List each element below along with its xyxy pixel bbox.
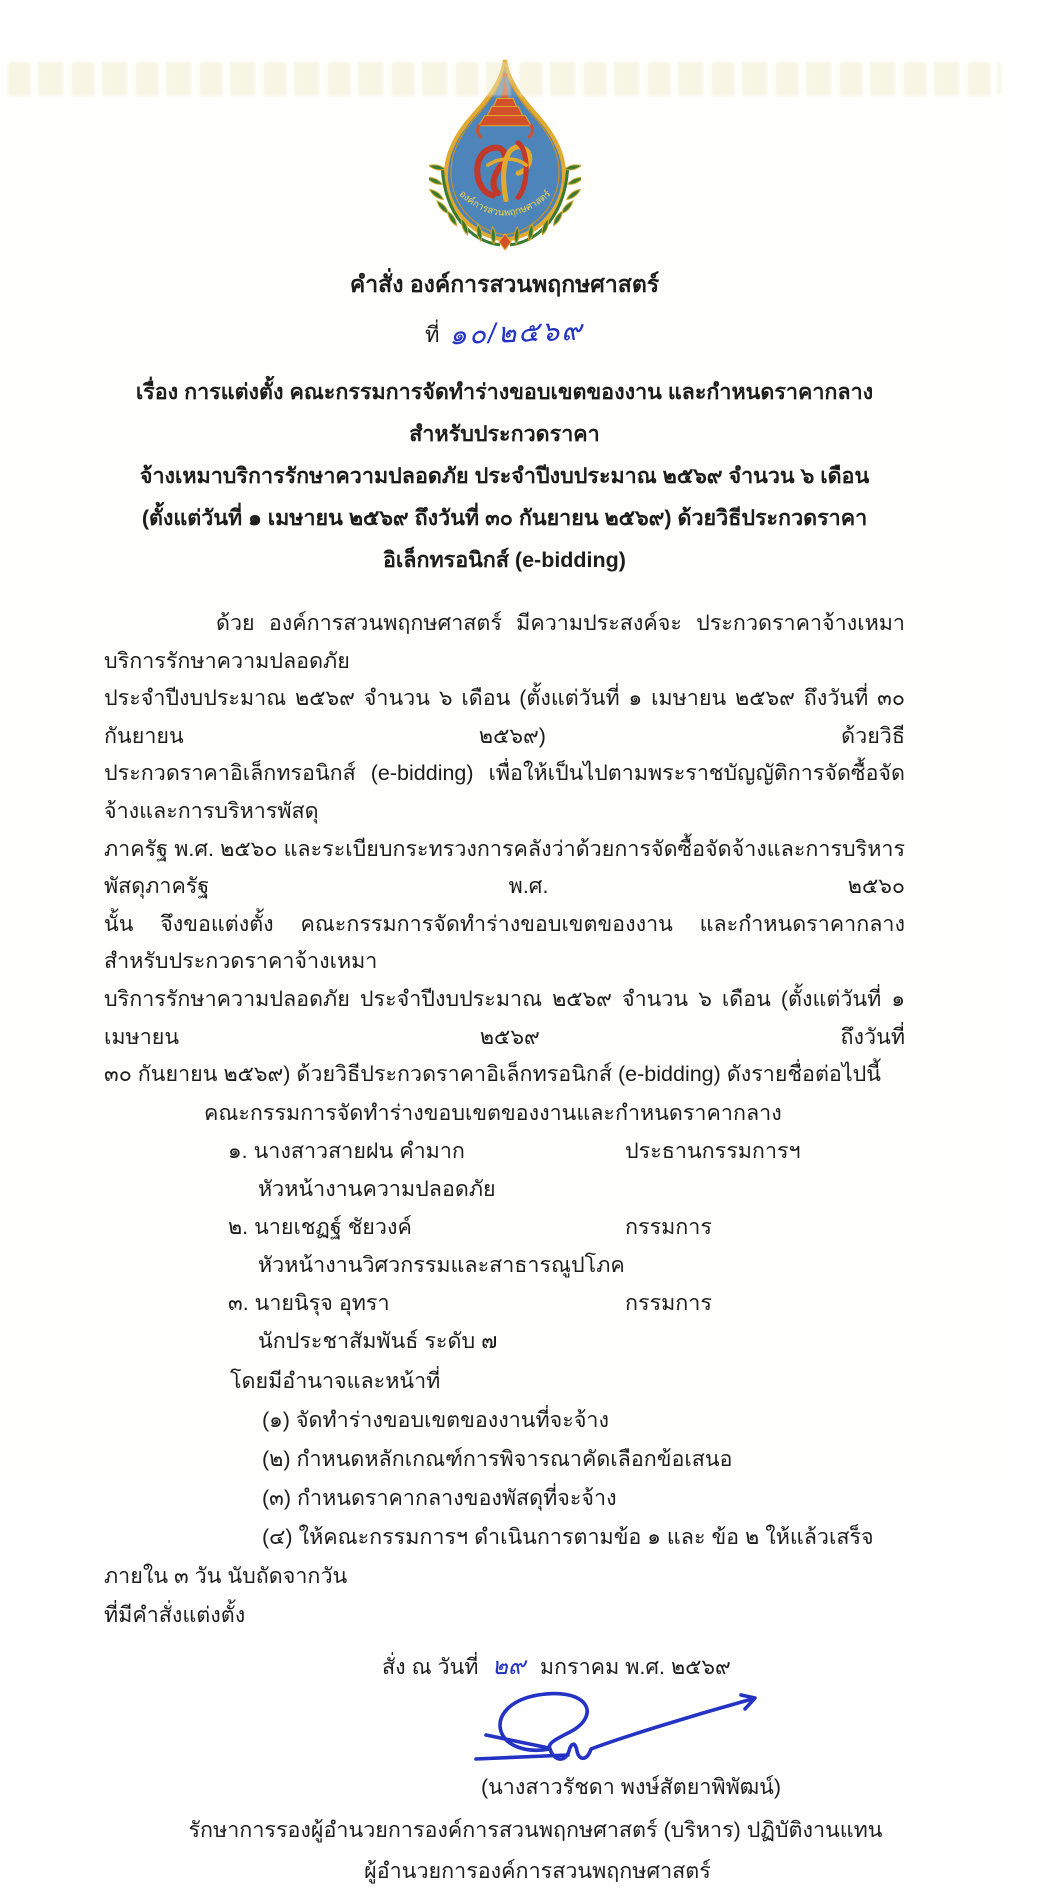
- issued-month-year: มกราคม พ.ศ. ๒๕๖๙: [539, 1654, 731, 1679]
- member-role: กรรมการ: [625, 1290, 712, 1315]
- committee-member-row: [228, 1132, 905, 1170]
- emblem-org-name: องค์การสวนพฤกษศาสตร์: [456, 188, 553, 219]
- subject-line: เรื่อง การแต่งตั้ง คณะกรรมการจัดทำร่างขอบเขตของงาน และกำหนดราคากลาง สำหรับประกวดราคา: [135, 380, 874, 446]
- document-title: คำสั่ง องค์การสวนพฤกษศาสตร์: [349, 271, 660, 297]
- member-name: ๒. นายเชฏฐ์ ชัยวงค์: [228, 1214, 412, 1239]
- duty-item: (๓) กำหนดราคากลางของพัสดุที่จะจ้าง: [262, 1485, 617, 1510]
- issued-date-line: [382, 1647, 1009, 1687]
- duties-heading: โดยมีอำนาจและหน้าที่: [230, 1368, 441, 1393]
- body-line: ประกวดราคาอิเล็กทรอนิกส์ (e-bidding) เพื่อให้เป็นไปตามพระราชบัญญัติการจัดซื้อจัดจ้างและการบริหารพัสดุ: [104, 761, 905, 823]
- member-position: หัวหน้างานความปลอดภัย: [258, 1176, 496, 1201]
- duty-item: (๑) จัดทำร่างขอบเขตของงานที่จะจ้าง: [262, 1407, 609, 1432]
- body-paragraph: [104, 605, 905, 1094]
- committee-member-row: [228, 1284, 905, 1322]
- member-name: ๑. นางสาวสายฝน คำมาก: [228, 1138, 465, 1163]
- issued-prefix: สั่ง ณ วันที่: [382, 1654, 479, 1679]
- body-line: ภาครัฐ พ.ศ. ๒๕๖๐ และระเบียบกระทรวงการคลังว่าด้วยการจัดซื้อจัดจ้างและการบริหารพัสดุภาครัฐ พ.ศ. ๒๕๖๐: [104, 836, 905, 899]
- document-page: [0, 56, 1009, 1883]
- number-prefix: ที่: [424, 322, 440, 347]
- duty-item: (๒) กำหนดหลักเกณฑ์การพิจารณาคัดเลือกข้อเสนอ: [262, 1446, 733, 1471]
- subject-line: จ้างเหมาบริการรักษาความปลอดภัย ประจำปีงบประมาณ ๒๕๖๙ จำนวน ๖ เดือน: [139, 464, 870, 488]
- body-line: ประจำปีงบประมาณ ๒๕๖๙ จำนวน ๖ เดือน (ตั้งแต่วันที่ ๑ เมษายน ๒๕๖๙ ถึงวันที่ ๓๐ กันยายน ๒๕๖๙) ด้วยวิธี: [104, 686, 905, 748]
- member-position: หัวหน้างานวิศวกรรมและสาธารณูปโภค: [258, 1252, 625, 1277]
- signatory-name: (นางสาวรัชดา พงษ์สัตยาพิพัฒน์): [480, 1774, 782, 1799]
- member-role: กรรมการ: [625, 1214, 712, 1239]
- body-line: ๓๐ กันยายน ๒๕๖๙) ด้วยวิธีประกวดราคาอิเล็กทรอนิกส์ (e-bidding) ดังรายชื่อต่อไปนี้: [104, 1062, 881, 1087]
- member-role: ประธานกรรมการฯ: [625, 1138, 801, 1163]
- handwritten-order-number: ๑๐/๒๕๖๙: [448, 314, 585, 351]
- member-position: นักประชาสัมพันธ์ ระดับ ๗: [258, 1328, 498, 1353]
- body-line: บริการรักษาความปลอดภัย ประจำปีงบประมาณ ๒๕๖๙ จำนวน ๖ เดือน (ตั้งแต่วันที่ ๑ เมษายน ๒๕๖๙ ถึงวันที่: [104, 986, 905, 1049]
- signatory-acting-position: รักษาการรองผู้อำนวยการองค์การสวนพฤกษศาสตร์ (บริหาร) ปฏิบัติงานแทน: [188, 1817, 883, 1842]
- committee-heading: คณะกรรมการจัดทำร่างขอบเขตของงานและกำหนดราคากลาง: [204, 1100, 782, 1125]
- body-line: ด้วย องค์การสวนพฤกษศาสตร์ มีความประสงค์จะ ประกวดราคาจ้างเหมาบริการรักษาความปลอดภัย: [104, 611, 905, 673]
- document-number-line: [0, 311, 1009, 355]
- handwritten-day: ๒๙: [492, 1652, 527, 1681]
- subject-line: (ตั้งแต่วันที่ ๑ เมษายน ๒๕๖๙ ถึงวันที่ ๓๐ กันยายน ๒๕๖๙) ด้วยวิธีประกวดราคาอิเล็กทรอนิกส์ (e-bidding): [141, 506, 868, 572]
- duty-continuation: ที่มีคำสั่งแต่งตั้ง: [104, 1602, 246, 1627]
- scan-bleed-artifact: [8, 62, 1001, 96]
- signatory-for-position: ผู้อำนวยการองค์การสวนพฤกษศาสตร์: [364, 1858, 711, 1883]
- signature-ink-icon: [452, 1687, 782, 1773]
- subject-block: [104, 371, 905, 581]
- body-line: นั้น จึงขอแต่งตั้ง คณะกรรมการจัดทำร่างขอบเขตของงาน และกำหนดราคากลาง สำหรับประกวดราคาจ้างเหมา: [104, 911, 905, 974]
- committee-member-row: [228, 1208, 905, 1246]
- member-name: ๓. นายนิรุจ อุทรา: [228, 1290, 390, 1315]
- duty-item: (๔) ให้คณะกรรมการฯ ดำเนินการตามข้อ ๑ และ ข้อ ๒ ให้แล้วเสร็จภายใน ๓ วัน นับถัดจากวัน: [104, 1524, 874, 1588]
